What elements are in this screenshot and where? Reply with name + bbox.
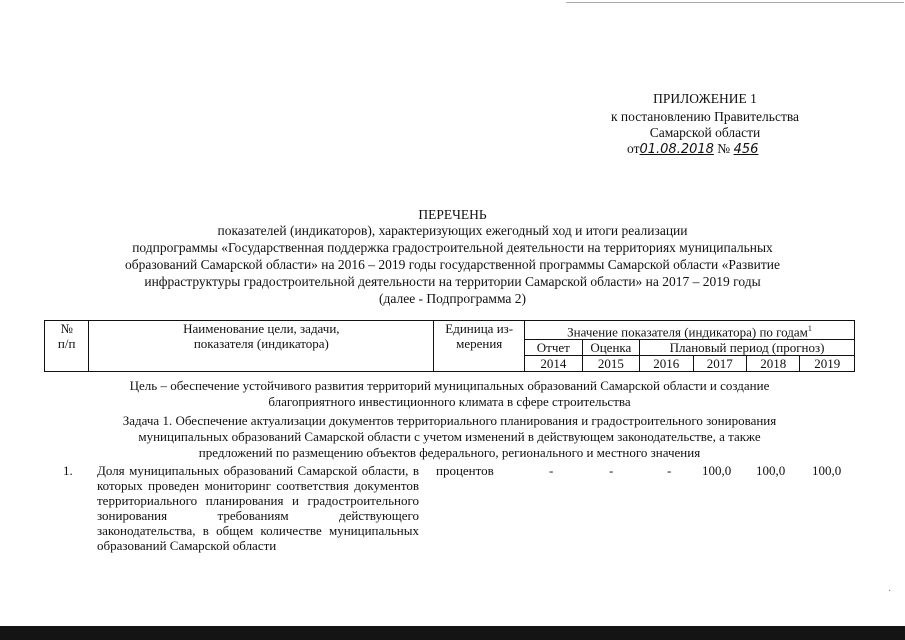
- row-value-2017: 100,0: [702, 463, 732, 478]
- row-number: 1.: [63, 463, 73, 478]
- header-number-line2: п/п: [57, 336, 76, 351]
- goal-line-1: Цель – обеспечение устойчивого развития территорий муниципальных образований Самарской области и создание: [129, 378, 770, 393]
- appendix-date-line: [627, 141, 778, 157]
- title-line-3: образований Самарской области» на 2016 – 2019 годы государственной программы Самарской области «Развитие: [125, 257, 780, 272]
- row-value-2019: 100,0: [812, 463, 842, 478]
- title-line-1: показателей (индикаторов), характеризующих ежегодный ход и итоги реализации: [217, 223, 688, 238]
- scan-speck: ·: [888, 586, 892, 597]
- header-report: Отчет: [525, 340, 582, 356]
- row-value-2018: 100,0: [756, 463, 786, 478]
- date-prefix: от: [627, 141, 640, 156]
- row-description: Доля муниципальных образований Самарской области, в которых проведен мониторинг соответствия документов территориального планирования и градостроительного зонирования требованиям действующего законодательства, в общем количестве муниципальных образований Самарской области: [97, 463, 419, 553]
- header-year-2016: 2016: [640, 356, 693, 372]
- row-value-2016: -: [667, 463, 672, 478]
- header-year-2019: 2019: [800, 356, 855, 372]
- header-number-line1: №: [60, 321, 73, 336]
- header-year-2018: 2018: [746, 356, 799, 372]
- header-unit-line2: мерения: [456, 336, 503, 351]
- title-line-2: подпрограммы «Государственная поддержка градостроительной деятельности на территориях муниципальных: [132, 240, 773, 255]
- title-line-4: инфраструктуры градостроительной деятельности на территории Самарской области» на 2017 – 2019 годы: [144, 274, 761, 289]
- title-heading: ПЕРЕЧЕНЬ: [418, 207, 487, 222]
- indicator-table-header: [44, 320, 855, 372]
- header-unit-line1: Единица из-: [445, 321, 514, 336]
- header-name: [89, 321, 434, 372]
- handwritten-number: 456: [733, 142, 759, 157]
- appendix-line-2: Самарской области: [649, 125, 761, 140]
- task-line-2: муниципальных образований Самарской области с учетом изменений в действующем законодательстве, а также: [138, 429, 761, 444]
- task-line-3: предложений по размещению объектов федерального, регионального и местного значения: [198, 445, 701, 460]
- header-number: [45, 321, 89, 372]
- footnote-mark: 1: [807, 324, 812, 333]
- scan-top-edge: [566, 2, 904, 3]
- handwritten-date: 01.08.2018: [639, 142, 714, 157]
- header-name-line2: показателя (индикатора): [193, 336, 329, 351]
- row-unit: процентов: [436, 463, 494, 478]
- appendix-line-1: к постановлению Правительства: [610, 109, 800, 124]
- scan-bottom-edge: [0, 626, 905, 640]
- number-prefix: №: [717, 141, 731, 156]
- header-values: [525, 321, 855, 340]
- header-estimate: Оценка: [582, 340, 639, 356]
- header-values-label: Значение показателя (индикатора) по годам: [567, 324, 808, 340]
- goal-line-2: благоприятного инвестиционного климата в сфере строительства: [268, 394, 631, 409]
- appendix-heading: ПРИЛОЖЕНИЕ 1: [653, 91, 757, 106]
- header-unit: [434, 321, 525, 372]
- task-line-1: Задача 1. Обеспечение актуализации документов территориального планирования и градостроительного зонирования: [122, 413, 777, 428]
- header-year-2014: 2014: [525, 356, 582, 372]
- header-plan: Плановый период (прогноз): [640, 340, 855, 356]
- row-value-2014: -: [549, 463, 554, 478]
- title-line-5: (далее - Подпрограмма 2): [378, 291, 527, 306]
- header-year-2015: 2015: [582, 356, 639, 372]
- header-name-line1: Наименование цели, задачи,: [183, 321, 340, 336]
- row-value-2015: -: [609, 463, 614, 478]
- header-year-2017: 2017: [693, 356, 746, 372]
